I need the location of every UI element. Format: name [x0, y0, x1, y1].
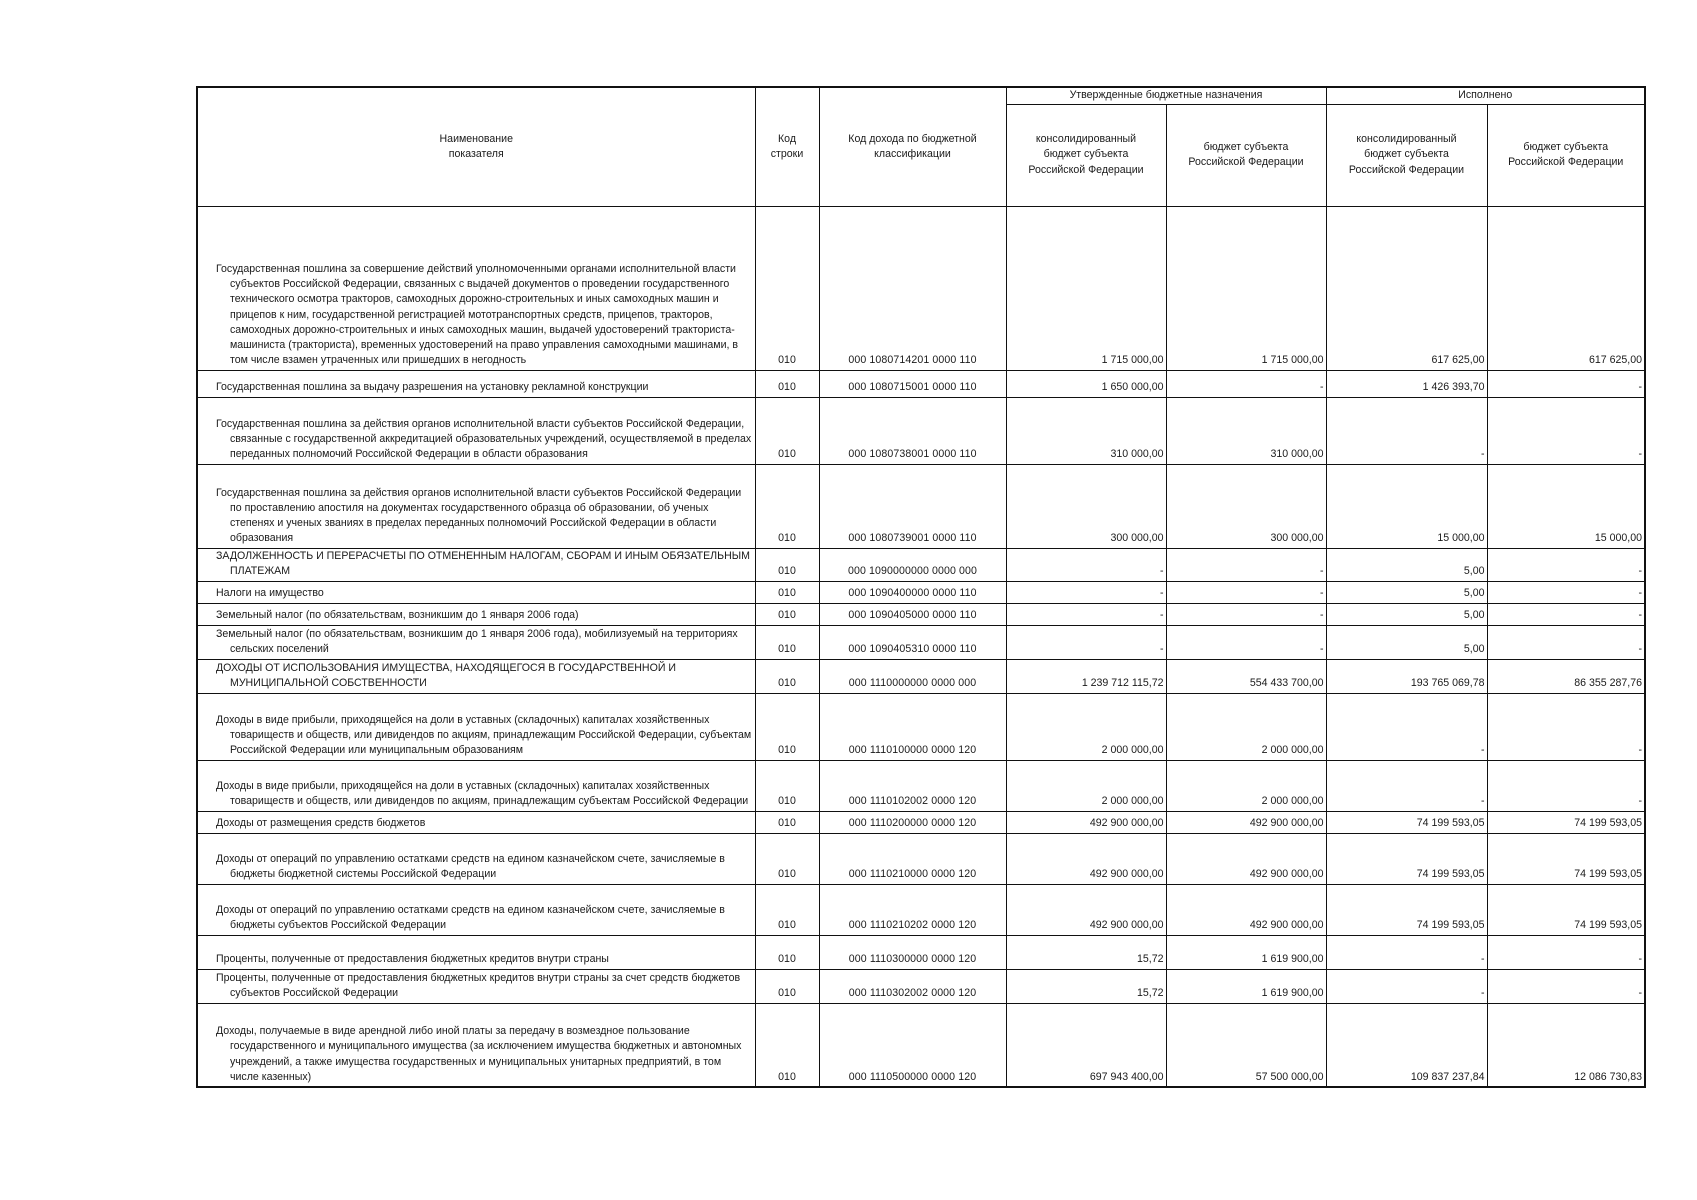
row-executed-subject: -: [1487, 548, 1645, 581]
row-approved-consolidated: 15,72: [1006, 935, 1166, 969]
row-income-code: 000 1080714201 0000 110: [819, 206, 1006, 370]
row-line-code: 010: [755, 659, 819, 693]
table-row: [197, 625, 1645, 659]
row-executed-consolidated: 193 765 069,78: [1326, 659, 1487, 693]
row-name: Доходы в виде прибыли, приходящейся на доли в уставных (складочных) капиталах хозяйственных товариществ и обществ, или дивидендов по акциям, принадлежащим Российской Федерации, субъектам Российской Федерации или муниципальным образованиям: [197, 693, 755, 760]
row-income-code: 000 1110210000 0000 120: [819, 833, 1006, 884]
row-income-code: 000 1090405000 0000 110: [819, 603, 1006, 625]
row-name: Земельный налог (по обязательствам, возникшим до 1 января 2006 года): [197, 603, 755, 625]
row-name: Государственная пошлина за совершение действий уполномоченными органами исполнительной власти субъектов Российской Федерации, связанных с выдачей документов о проведении государственного технического осмотра тракторов, самоходных дорожно-строительных и иных самоходных машин и прицепов к ним, государственной регистрацией мототранспортных средств, прицепов, тракторов, самоходных дорожно-строительных и иных самоходных машин, выдачей удостоверений тракториста-машиниста (тракториста), временных удостоверений на право управления самоходными машинами, в том числе взамен утраченных или пришедших в негодность: [197, 206, 755, 370]
table-row: [197, 935, 1645, 969]
row-approved-subject: 300 000,00: [1166, 464, 1326, 548]
row-approved-consolidated: 2 000 000,00: [1006, 760, 1166, 811]
row-approved-consolidated: 1 239 712 115,72: [1006, 659, 1166, 693]
row-line-code: 010: [755, 464, 819, 548]
row-line-code: 010: [755, 811, 819, 833]
row-executed-subject: -: [1487, 693, 1645, 760]
row-approved-subject: -: [1166, 548, 1326, 581]
row-executed-subject: 86 355 287,76: [1487, 659, 1645, 693]
row-executed-subject: 12 086 730,83: [1487, 1003, 1645, 1087]
table-row: [197, 548, 1645, 581]
row-executed-consolidated: -: [1326, 935, 1487, 969]
row-line-code: 010: [755, 370, 819, 397]
table-row: [197, 581, 1645, 603]
row-executed-subject: 74 199 593,05: [1487, 811, 1645, 833]
report-sheet: [196, 86, 1644, 1088]
row-approved-subject: 492 900 000,00: [1166, 833, 1326, 884]
header-approved: Утвержденные бюджетные назначения: [1006, 87, 1326, 104]
row-income-code: 000 1080715001 0000 110: [819, 370, 1006, 397]
row-approved-consolidated: 697 943 400,00: [1006, 1003, 1166, 1087]
row-line-code: 010: [755, 206, 819, 370]
row-income-code: 000 1110100000 0000 120: [819, 693, 1006, 760]
row-approved-consolidated: 15,72: [1006, 969, 1166, 1003]
row-executed-consolidated: 74 199 593,05: [1326, 884, 1487, 935]
table-row: [197, 969, 1645, 1003]
header-name: Наименование показателя: [197, 87, 755, 206]
table-row: [197, 397, 1645, 464]
row-income-code: 000 1110302002 0000 120: [819, 969, 1006, 1003]
table-row: [197, 811, 1645, 833]
row-approved-subject: 1 619 900,00: [1166, 935, 1326, 969]
header-executed-consolidated: консолидированный бюджет субъекта Российской Федерации: [1326, 104, 1487, 206]
row-income-code: 000 1110000000 0000 000: [819, 659, 1006, 693]
table-body: [197, 206, 1645, 1087]
table-row: [197, 603, 1645, 625]
row-approved-subject: 310 000,00: [1166, 397, 1326, 464]
table-row: [197, 884, 1645, 935]
row-approved-subject: -: [1166, 603, 1326, 625]
row-approved-consolidated: 1 715 000,00: [1006, 206, 1166, 370]
row-approved-subject: 1 619 900,00: [1166, 969, 1326, 1003]
row-executed-consolidated: 5,00: [1326, 603, 1487, 625]
row-income-code: 000 1080739001 0000 110: [819, 464, 1006, 548]
row-name: Государственная пошлина за выдачу разрешения на установку рекламной конструкции: [197, 370, 755, 397]
row-approved-subject: 1 715 000,00: [1166, 206, 1326, 370]
row-executed-subject: -: [1487, 935, 1645, 969]
row-approved-subject: 2 000 000,00: [1166, 760, 1326, 811]
row-executed-subject: -: [1487, 603, 1645, 625]
row-executed-consolidated: 617 625,00: [1326, 206, 1487, 370]
row-executed-subject: 74 199 593,05: [1487, 833, 1645, 884]
row-executed-consolidated: 5,00: [1326, 548, 1487, 581]
row-executed-consolidated: 109 837 237,84: [1326, 1003, 1487, 1087]
table-row: [197, 659, 1645, 693]
row-executed-consolidated: -: [1326, 969, 1487, 1003]
row-name: Налоги на имущество: [197, 581, 755, 603]
row-approved-consolidated: -: [1006, 581, 1166, 603]
row-approved-consolidated: 492 900 000,00: [1006, 833, 1166, 884]
row-name: Земельный налог (по обязательствам, возникшим до 1 января 2006 года), мобилизуемый на территориях сельских поселений: [197, 625, 755, 659]
row-income-code: 000 1110102002 0000 120: [819, 760, 1006, 811]
row-income-code: 000 1090000000 0000 000: [819, 548, 1006, 581]
row-name: ДОХОДЫ ОТ ИСПОЛЬЗОВАНИЯ ИМУЩЕСТВА, НАХОДЯЩЕГОСЯ В ГОСУДАРСТВЕННОЙ И МУНИЦИПАЛЬНОЙ СОБСТВЕННОСТИ: [197, 659, 755, 693]
row-executed-subject: -: [1487, 397, 1645, 464]
row-line-code: 010: [755, 884, 819, 935]
row-executed-consolidated: 74 199 593,05: [1326, 811, 1487, 833]
row-approved-subject: 57 500 000,00: [1166, 1003, 1326, 1087]
row-executed-consolidated: 5,00: [1326, 625, 1487, 659]
row-executed-subject: -: [1487, 625, 1645, 659]
row-name: Проценты, полученные от предоставления бюджетных кредитов внутри страны за счет средств бюджетов субъектов Российской Федерации: [197, 969, 755, 1003]
row-line-code: 010: [755, 935, 819, 969]
row-income-code: 000 1110300000 0000 120: [819, 935, 1006, 969]
row-approved-subject: 492 900 000,00: [1166, 884, 1326, 935]
budget-income-table: [196, 86, 1646, 1088]
header-executed: Исполнено: [1326, 87, 1645, 104]
row-approved-consolidated: 492 900 000,00: [1006, 884, 1166, 935]
row-approved-subject: 492 900 000,00: [1166, 811, 1326, 833]
row-executed-consolidated: -: [1326, 397, 1487, 464]
row-approved-subject: -: [1166, 625, 1326, 659]
row-line-code: 010: [755, 397, 819, 464]
row-name: Доходы от размещения средств бюджетов: [197, 811, 755, 833]
table-row: [197, 693, 1645, 760]
row-approved-consolidated: 310 000,00: [1006, 397, 1166, 464]
header-line-code: Код строки: [755, 87, 819, 206]
row-line-code: 010: [755, 603, 819, 625]
table-row: [197, 370, 1645, 397]
row-line-code: 010: [755, 581, 819, 603]
row-name: Государственная пошлина за действия органов исполнительной власти субъектов Российской Федерации по проставлению апостиля на документах государственного образца об образовании, об ученых степенях и ученых званиях в пределах переданных полномочий Российской Федерации в области образования: [197, 464, 755, 548]
table-row: [197, 464, 1645, 548]
row-approved-subject: 554 433 700,00: [1166, 659, 1326, 693]
row-executed-consolidated: 15 000,00: [1326, 464, 1487, 548]
row-approved-consolidated: 1 650 000,00: [1006, 370, 1166, 397]
row-executed-consolidated: 1 426 393,70: [1326, 370, 1487, 397]
row-line-code: 010: [755, 1003, 819, 1087]
row-income-code: 000 1090405310 0000 110: [819, 625, 1006, 659]
row-income-code: 000 1110200000 0000 120: [819, 811, 1006, 833]
row-income-code: 000 1110210202 0000 120: [819, 884, 1006, 935]
header-executed-subject: бюджет субъекта Российской Федерации: [1487, 104, 1645, 206]
row-approved-subject: -: [1166, 370, 1326, 397]
table-row: [197, 760, 1645, 811]
row-approved-consolidated: -: [1006, 625, 1166, 659]
row-approved-consolidated: 2 000 000,00: [1006, 693, 1166, 760]
row-approved-consolidated: 300 000,00: [1006, 464, 1166, 548]
header-income-code: Код дохода по бюджетной классификации: [819, 87, 1006, 206]
row-approved-consolidated: 492 900 000,00: [1006, 811, 1166, 833]
row-name: Доходы в виде прибыли, приходящейся на доли в уставных (складочных) капиталах хозяйственных товариществ и обществ, или дивидендов по акциям, принадлежащим субъектам Российской Федерации: [197, 760, 755, 811]
row-name: Доходы, получаемые в виде арендной либо иной платы за передачу в возмездное пользование государственного и муниципального имущества (за исключением имущества бюджетных и автономных учреждений, а также имущества государственных и муниципальных унитарных предприятий, в том числе казенных): [197, 1003, 755, 1087]
row-line-code: 010: [755, 548, 819, 581]
row-income-code: 000 1110500000 0000 120: [819, 1003, 1006, 1087]
table-row: [197, 833, 1645, 884]
row-line-code: 010: [755, 760, 819, 811]
row-executed-subject: -: [1487, 760, 1645, 811]
row-income-code: 000 1090400000 0000 110: [819, 581, 1006, 603]
row-name: Проценты, полученные от предоставления бюджетных кредитов внутри страны: [197, 935, 755, 969]
row-approved-subject: 2 000 000,00: [1166, 693, 1326, 760]
row-line-code: 010: [755, 693, 819, 760]
row-executed-subject: 617 625,00: [1487, 206, 1645, 370]
row-executed-consolidated: 5,00: [1326, 581, 1487, 603]
row-executed-consolidated: 74 199 593,05: [1326, 833, 1487, 884]
row-approved-consolidated: -: [1006, 603, 1166, 625]
row-line-code: 010: [755, 833, 819, 884]
row-name: Государственная пошлина за действия органов исполнительной власти субъектов Российской Федерации, связанные с государственной аккредитацией образовательных учреждений, осуществляемой в пределах переданных полномочий Российской Федерации в области образования: [197, 397, 755, 464]
row-name: Доходы от операций по управлению остатками средств на едином казначейском счете, зачисляемые в бюджеты субъектов Российской Федерации: [197, 884, 755, 935]
row-executed-consolidated: -: [1326, 693, 1487, 760]
header-approved-consolidated: консолидированный бюджет субъекта Российской Федерации: [1006, 104, 1166, 206]
row-executed-subject: -: [1487, 370, 1645, 397]
header-approved-subject: бюджет субъекта Российской Федерации: [1166, 104, 1326, 206]
row-approved-subject: -: [1166, 581, 1326, 603]
row-executed-subject: -: [1487, 969, 1645, 1003]
table-row: [197, 1003, 1645, 1087]
row-executed-subject: 15 000,00: [1487, 464, 1645, 548]
row-line-code: 010: [755, 969, 819, 1003]
row-approved-consolidated: -: [1006, 548, 1166, 581]
row-executed-subject: -: [1487, 581, 1645, 603]
row-name: ЗАДОЛЖЕННОСТЬ И ПЕРЕРАСЧЕТЫ ПО ОТМЕНЕННЫМ НАЛОГАМ, СБОРАМ И ИНЫМ ОБЯЗАТЕЛЬНЫМ ПЛАТЕЖАМ: [197, 548, 755, 581]
row-name: Доходы от операций по управлению остатками средств на едином казначейском счете, зачисляемые в бюджеты бюджетной системы Российской Федерации: [197, 833, 755, 884]
row-executed-consolidated: -: [1326, 760, 1487, 811]
row-income-code: 000 1080738001 0000 110: [819, 397, 1006, 464]
row-executed-subject: 74 199 593,05: [1487, 884, 1645, 935]
row-line-code: 010: [755, 625, 819, 659]
table-row: [197, 206, 1645, 370]
